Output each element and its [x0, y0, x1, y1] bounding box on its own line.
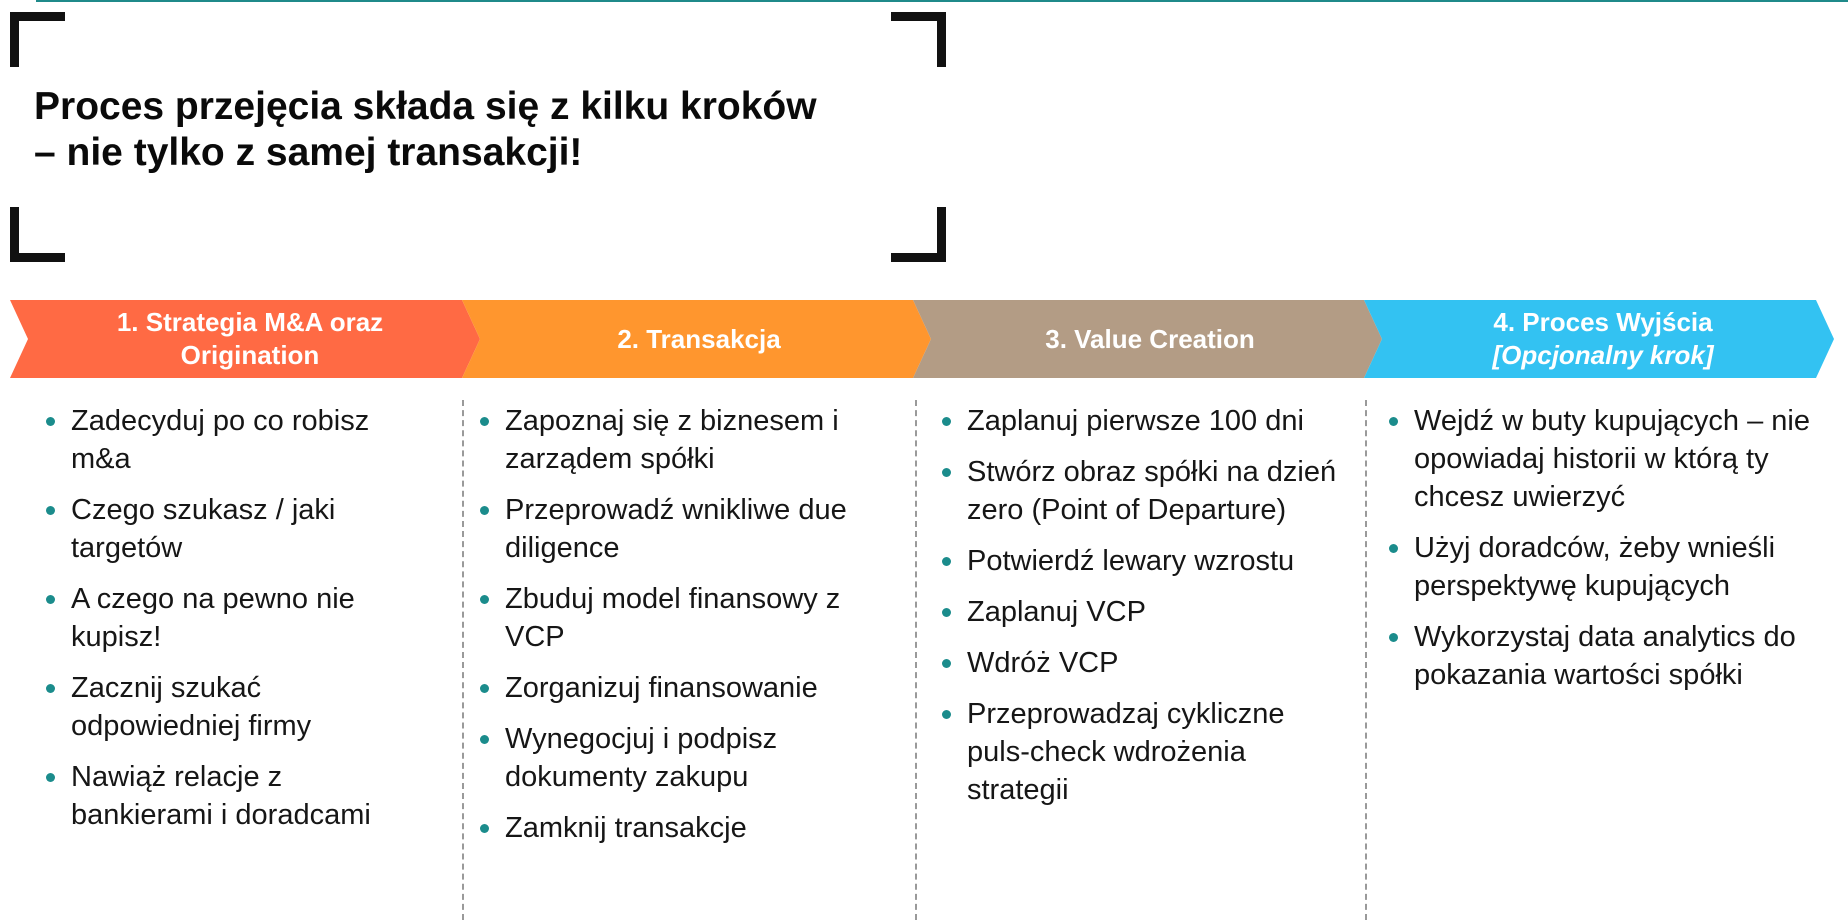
slide-title: [34, 84, 894, 176]
step-4-label-line-1: 4. Proces Wyjścia: [1493, 307, 1713, 337]
step-4-list: [1387, 402, 1827, 694]
list-item: A czego na pewno nie kupisz!: [44, 580, 429, 656]
list-item: Zacznij szukać odpowiedniej firmy: [44, 669, 429, 745]
corner-bracket-bottom-right: [891, 207, 946, 262]
step-2-column: [478, 402, 896, 860]
step-1-label: [34, 300, 466, 378]
step-3-label: [937, 300, 1363, 378]
step-3-label-line-1: 3. Value Creation: [1045, 323, 1255, 354]
list-item: Przeprowadź wnikliwe due diligence: [478, 491, 896, 567]
step-1-label-line-2: Origination: [180, 340, 320, 370]
step-4-column: [1387, 402, 1827, 707]
column-divider-2: [915, 400, 917, 920]
step-3-list: [940, 402, 1340, 809]
step-2-label-line-1: 2. Transakcja: [617, 323, 781, 354]
step-4-label: [1388, 300, 1818, 378]
title-line-1: Proces przejęcia składa się z kilku kroków: [34, 85, 817, 128]
corner-bracket-bottom-left: [10, 207, 65, 262]
list-item: Nawiąż relacje z bankierami i doradcami: [44, 758, 429, 834]
step-2-label: [486, 300, 912, 378]
column-divider-1: [462, 400, 464, 920]
list-item: Użyj doradców, żeby wnieśli perspektywę kupujących: [1387, 529, 1827, 605]
list-item: Wdróż VCP: [940, 644, 1340, 682]
list-item: Zapoznaj się z biznesem i zarządem spółki: [478, 402, 896, 478]
step-3-column: [940, 402, 1340, 822]
corner-bracket-top-left: [10, 12, 65, 67]
list-item: Zaplanuj VCP: [940, 593, 1340, 631]
step-1-label-line-1: 1. Strategia M&A oraz: [116, 307, 384, 337]
title-line-2: – nie tylko z samej transakcji!: [34, 131, 583, 174]
step-1-column: [44, 402, 429, 847]
list-item: Wykorzystaj data analytics do pokazania wartości spółki: [1387, 618, 1827, 694]
step-1-list: [44, 402, 429, 834]
list-item: Przeprowadzaj cykliczne puls-check wdrożenia strategii: [940, 695, 1340, 809]
list-item: Czego szukasz / jaki targetów: [44, 491, 429, 567]
list-item: Zaplanuj pierwsze 100 dni: [940, 402, 1340, 440]
corner-bracket-top-right: [891, 12, 946, 67]
list-item: Potwierdź lewary wzrostu: [940, 542, 1340, 580]
step-2-list: [478, 402, 896, 847]
list-item: Zbuduj model finansowy z VCP: [478, 580, 896, 656]
list-item: Zamknij transakcje: [478, 809, 896, 847]
list-item: Wejdź w buty kupujących – nie opowiadaj historii w którą ty chcesz uwierzyć: [1387, 402, 1827, 516]
column-divider-3: [1365, 400, 1367, 920]
list-item: Zadecyduj po co robisz m&a: [44, 402, 429, 478]
step-4-label-line-2: [Opcjonalny krok]: [1492, 340, 1714, 370]
list-item: Stwórz obraz spółki na dzień zero (Point of Departure): [940, 453, 1340, 529]
top-rule: [36, 0, 1848, 2]
list-item: Zorganizuj finansowanie: [478, 669, 896, 707]
list-item: Wynegocjuj i podpisz dokumenty zakupu: [478, 720, 896, 796]
